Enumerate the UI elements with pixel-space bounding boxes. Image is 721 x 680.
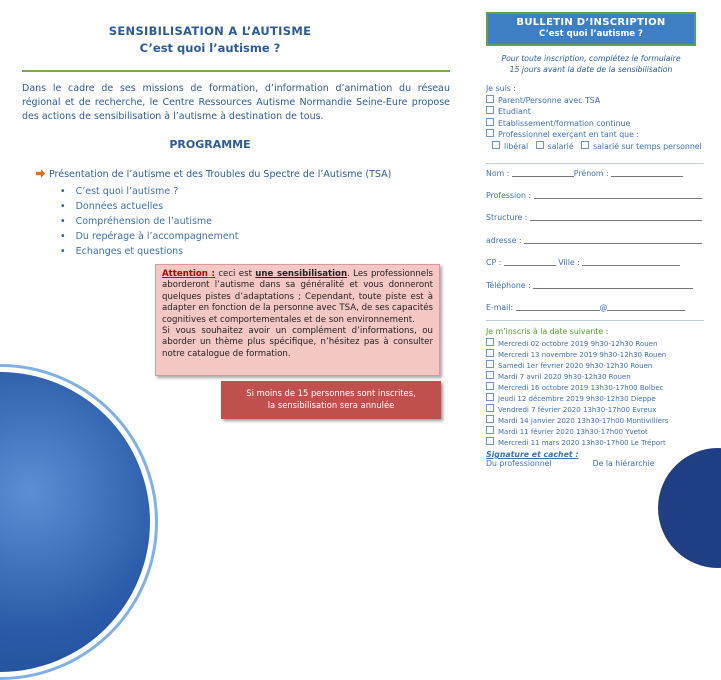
- je-suis-label: Je suis :: [486, 84, 516, 93]
- programme-title: PROGRAMME: [169, 138, 251, 151]
- programme-sub-list: [60, 184, 238, 259]
- option-etablissement[interactable]: Etablissement/formation continue: [486, 118, 702, 130]
- je-suis-section: [486, 84, 702, 152]
- cp-ville-field[interactable]: CP : Ville :: [486, 257, 708, 267]
- page-subtitle: C’est quoi l’autisme ?: [139, 41, 281, 55]
- attention-text: . Les professionnels aborderont l’autisme dans sa généralité et vous donneront quelques pistes d’adaptations ; Cependant, toute piste est à adapter en fonction de la personne avec TSA, de ses capacités cognitives et comportementales et de son environnement.: [162, 269, 433, 325]
- date-option[interactable]: Mardi 7 avril 2020 9h30-12h30 Rouen: [486, 371, 669, 382]
- checkbox[interactable]: [486, 371, 494, 379]
- date-option[interactable]: Mercredi 13 novembre 2019 9h30-12h30 Rouen: [486, 349, 669, 360]
- telephone-field[interactable]: Téléphone :: [486, 280, 708, 290]
- programme-main-item: [36, 169, 456, 180]
- checkbox[interactable]: [486, 95, 494, 103]
- divider: [486, 320, 704, 321]
- list-item: • C’est quoi l’autisme ?: [60, 184, 238, 199]
- checkbox[interactable]: [486, 426, 494, 434]
- instructions-note: Pour toute inscription, complétez le formulaire 15 jours avant la date de la sensibilisation: [501, 54, 681, 74]
- date-option[interactable]: Jeudi 12 décembre 2019 9h30-12h30 Dieppe: [486, 393, 669, 404]
- list-item: • Données actuelles: [60, 199, 238, 214]
- warning-line: la sensibilisation sera annulée: [267, 400, 395, 410]
- page-title: SENSIBILISATION A L’AUTISME: [108, 24, 312, 38]
- checkbox[interactable]: [581, 141, 589, 149]
- signature-title: Signature et cachet :: [486, 450, 579, 459]
- date-option[interactable]: Samedi 1er février 2020 9h30-12h30 Rouen: [486, 360, 669, 371]
- decorative-circle-right: [658, 448, 721, 568]
- intro-paragraph: Dans le cadre de ses missions de formation, d’information d’animation du réseau régional et de recherche, le Centre Ressources Autisme Normandie Seine-Eure propose des actions de sensibilisation à l’autisme à destination de tous.: [22, 83, 450, 122]
- checkbox[interactable]: [486, 360, 494, 368]
- option-etudiant[interactable]: Etudiant: [486, 106, 702, 118]
- nom-prenom-field[interactable]: Nom : Prénom :: [486, 168, 708, 178]
- attention-box: [155, 264, 440, 376]
- attention-emphasis: une sensibilisation: [255, 269, 348, 279]
- list-item: • Du repérage à l’accompagnement: [60, 229, 238, 244]
- checkbox[interactable]: [486, 382, 494, 390]
- date-option[interactable]: Mercredi 02 octobre 2019 9h30-12h30 Rouen: [486, 338, 669, 349]
- cancellation-warning: [221, 381, 441, 419]
- option-professionnel[interactable]: Professionnel exerçant en tant que :: [486, 129, 702, 141]
- bulletin-title: BULLETIN D’INSCRIPTION: [516, 17, 666, 28]
- profession-field[interactable]: Profession :: [486, 190, 708, 200]
- date-option[interactable]: Mardi 14 janvier 2020 13h30-17h00 Montivilliers: [486, 415, 669, 426]
- checkbox[interactable]: [486, 106, 494, 114]
- checkbox[interactable]: [492, 141, 500, 149]
- dates-section: [486, 327, 669, 448]
- email-field[interactable]: E-mail: @: [486, 302, 708, 312]
- signature-hierarchie: De la hiérarchie: [592, 459, 655, 468]
- checkbox[interactable]: [486, 118, 494, 126]
- signature-section: [486, 450, 654, 468]
- divider: [22, 70, 450, 72]
- attention-label: Attention :: [162, 269, 215, 279]
- adresse-field[interactable]: adresse :: [486, 235, 708, 245]
- option-liberal[interactable]: libéral: [492, 142, 528, 151]
- attention-text: ceci est: [214, 269, 256, 279]
- checkbox[interactable]: [486, 393, 494, 401]
- structure-field[interactable]: Structure :: [486, 212, 708, 222]
- option-salarie[interactable]: salarié: [536, 142, 574, 151]
- date-option[interactable]: Mercredi 11 mars 2020 13h30-17h00 Le Tréport: [486, 437, 669, 448]
- date-option[interactable]: Vendredi 7 février 2020 13h30-17h00 Evreux: [486, 404, 669, 415]
- bulletin-subtitle: C’est quoi l’autisme ?: [539, 29, 643, 39]
- checkbox[interactable]: [486, 404, 494, 412]
- option-salarie-temps-perso[interactable]: salarié sur temps personnel: [581, 142, 702, 151]
- divider: [486, 163, 704, 164]
- attention-text-more: Si vous souhaitez avoir un complément d’informations, ou aborder un thème plus spécifique, n’hésitez pas à consulter notre catalogue de formation.: [162, 326, 433, 359]
- dates-title: Je m’inscris à la date suivante :: [486, 327, 609, 336]
- list-item: • Compréhension de l’autisme: [60, 214, 238, 229]
- checkbox[interactable]: [486, 338, 494, 346]
- checkbox[interactable]: [536, 141, 544, 149]
- checkbox[interactable]: [486, 129, 494, 137]
- checkbox[interactable]: [486, 349, 494, 357]
- programme-main-label: Présentation de l’autisme et des Troubles du Spectre de l’Autisme (TSA): [49, 169, 392, 180]
- date-option[interactable]: Mercredi 16 octobre 2019 13h30-17h00 Bolbec: [486, 382, 669, 393]
- professional-sub-options: [486, 141, 702, 153]
- option-parent[interactable]: Parent/Personne avec TSA: [486, 95, 702, 107]
- warning-line: Si moins de 15 personnes sont inscrites,: [246, 388, 416, 398]
- decorative-circle-left: [0, 372, 150, 672]
- bulletin-header: [486, 12, 696, 46]
- arrow-bullet-icon: [36, 169, 45, 178]
- list-item: • Echanges et questions: [60, 244, 238, 259]
- checkbox[interactable]: [486, 437, 494, 445]
- date-option[interactable]: Mardi 11 février 2020 13h30-17h00 Yvetot: [486, 426, 669, 437]
- checkbox[interactable]: [486, 415, 494, 423]
- signature-professionnel: Du professionnel: [486, 459, 552, 468]
